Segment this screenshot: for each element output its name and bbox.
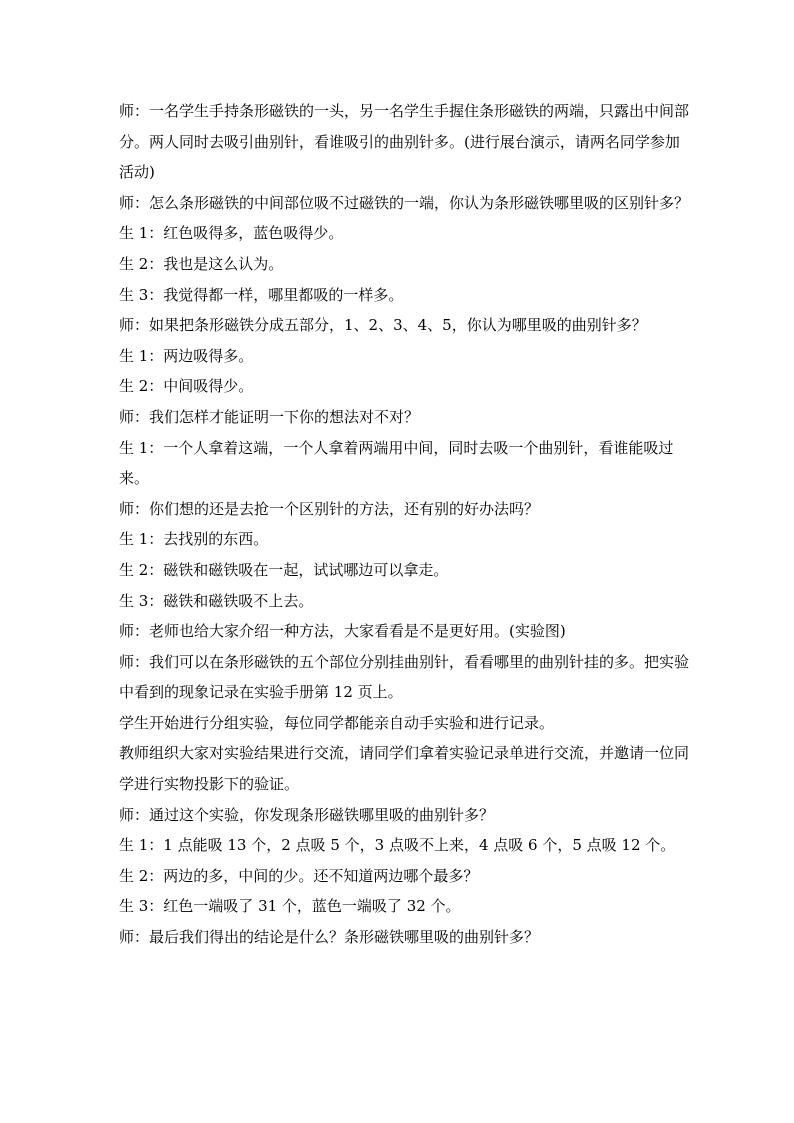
paragraph-student1-counts: 生 1：1 点能吸 13 个，2 点吸 5 个，3 点吸不上来，4 点吸 6 个，5 点吸 12 个。 [119,836,676,855]
paragraph-student2-middle: 生 2：中间吸得少。 [119,377,254,396]
paragraph-student2-sides-more: 生 2：两边的多，中间的少。还不知道两边哪个最多？ [119,866,479,885]
paragraph-teacher-other-method: 师：你们想的还是去抢一个区别针的方法，还有别的好办法吗？ [119,499,540,518]
paragraph-teacher-introduce-method: 师：老师也给大家介绍一种方法，大家看看是不是更好用。(实验图) [119,622,566,641]
paragraph-teacher-demo-instruction: 师：一名学生手持条形磁铁的一头，另一名学生手握住条形磁铁的两端，只露出中间部分。两人同时去吸引曲别针，看谁吸引的曲别针多。(进行展台演示，请两名同学参加活动) [119,102,690,182]
paragraph-teacher-conclusion-question: 师：最后我们得出的结论是什么？条形磁铁哪里吸的曲别针多？ [119,928,540,947]
paragraph-student3-same: 生 3：我觉得都一样，哪里都吸的一样多。 [119,285,404,304]
paragraph-teacher-five-parts: 师：如果把条形磁铁分成五部分，1、2、3、4、5，你认为哪里吸的曲别针多？ [119,316,647,335]
paragraph-student1-sides: 生 1：两边吸得多。 [119,346,254,365]
paragraph-student1-other-things: 生 1：去找别的东西。 [119,530,269,549]
paragraph-teacher-discovery-question: 师：通过这个实验，你发现条形磁铁哪里吸的曲别针多？ [119,805,495,824]
paragraph-student2-agree: 生 2：我也是这么认为。 [119,254,284,273]
paragraph-teacher-prove: 师：我们怎样才能证明一下你的想法对不对？ [119,407,420,426]
paragraph-teacher-organize-exchange: 教师组织大家对实验结果进行交流，请同学们拿着实验记录单进行交流，并邀请一位同学进行实物投影下的验证。 [119,744,690,794]
document-body [119,96,689,953]
paragraph-students-group-experiment: 学生开始进行分组实验，每位同学都能亲自动手实验和进行记录。 [119,713,555,732]
paragraph-teacher-question-middle: 师：怎么条形磁铁的中间部位吸不过磁铁的一端，你认为条形磁铁哪里吸的区别针多？ [119,193,690,212]
paragraph-student1-answer-color: 生 1：红色吸得多，蓝色吸得少。 [119,224,344,243]
paragraph-student3-magnets-not: 生 3：磁铁和磁铁吸不上去。 [119,591,314,610]
paragraph-student2-magnets-together: 生 2：磁铁和磁铁吸在一起，试试哪边可以拿走。 [119,560,449,579]
paragraph-student3-red-blue-counts: 生 3：红色一端吸了 31 个，蓝色一端吸了 32 个。 [119,897,461,916]
paragraph-student1-method: 生 1：一个人拿着这端，一个人拿着两端用中间，同时去吸一个曲别针，看谁能吸过来。 [119,438,674,488]
paragraph-teacher-experiment-steps: 师：我们可以在条形磁铁的五个部位分别挂曲别针，看看哪里的曲别针挂的多。把实验中看到的现象记录在实验手册第 12 页上。 [119,652,690,702]
